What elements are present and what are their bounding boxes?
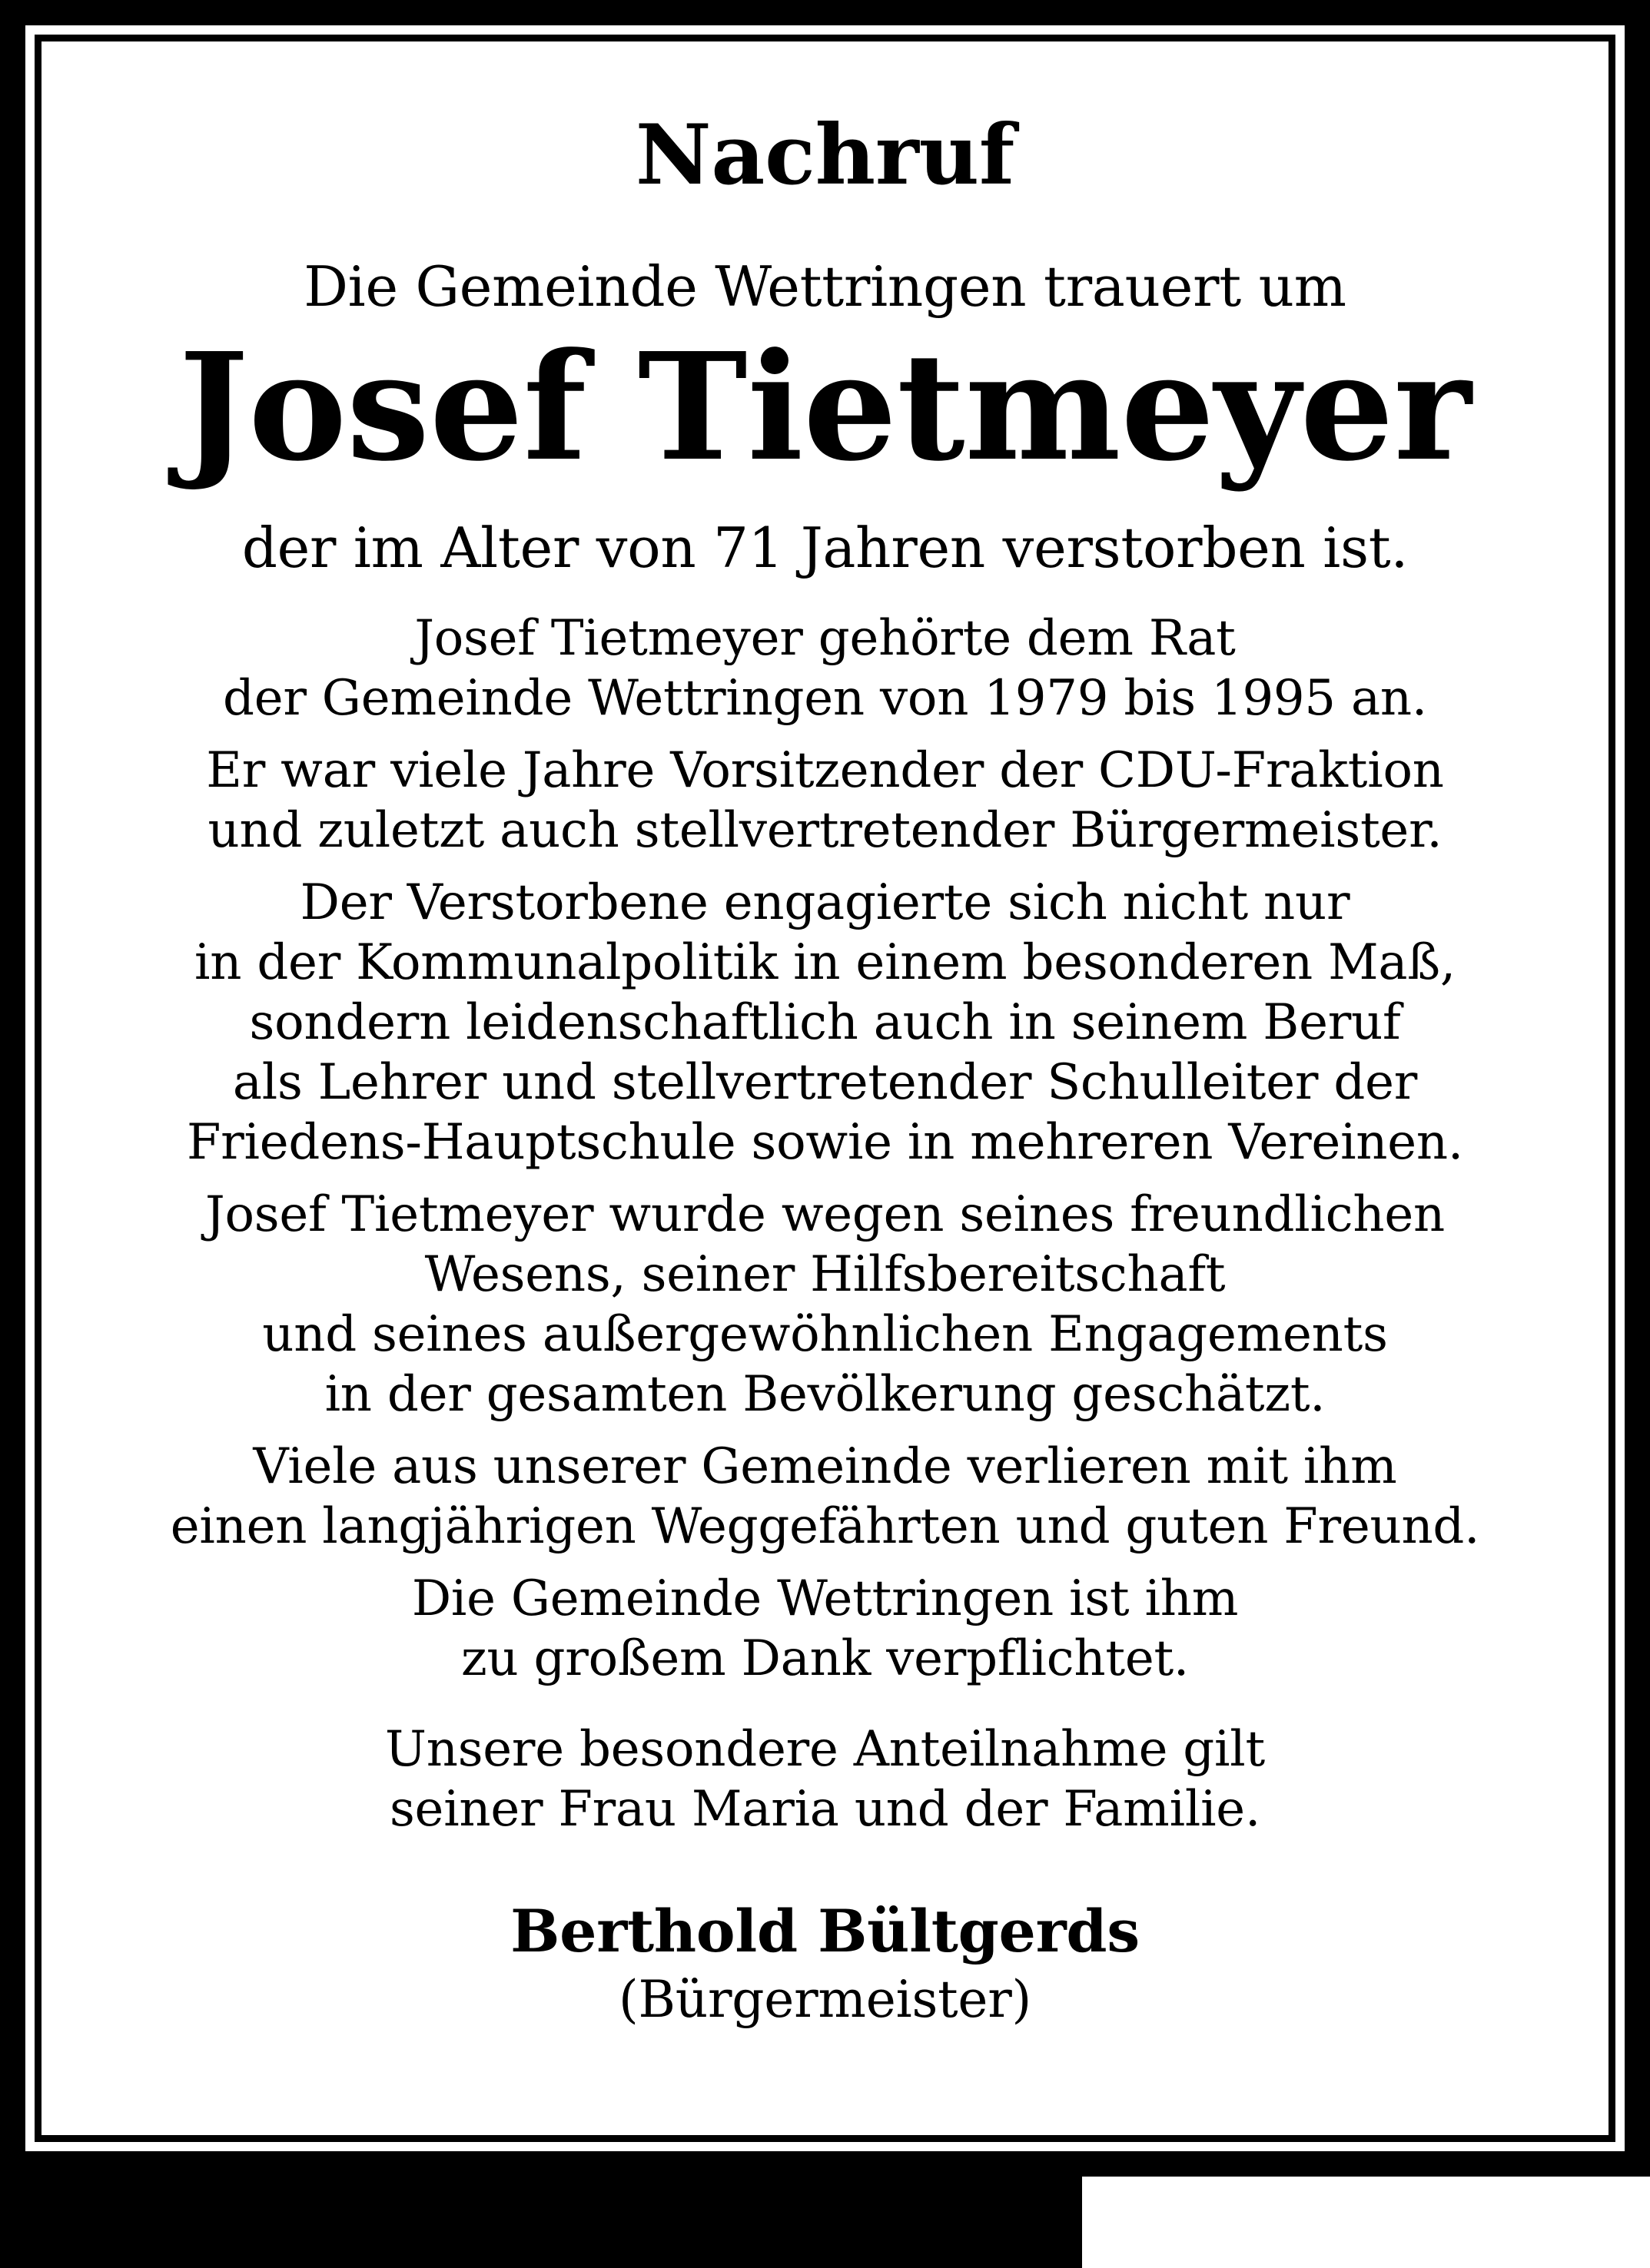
paragraph-line: der Gemeinde Wettringen von 1979 bis 1995 an. xyxy=(222,670,1427,728)
paragraph-line: Josef Tietmeyer gehörte dem Rat xyxy=(414,610,1236,668)
obituary-card xyxy=(25,25,1625,2151)
paragraph-line: in der gesamten Bevölkerung geschätzt. xyxy=(324,1366,1326,1424)
paragraph-line: seiner Frau Maria und der Familie. xyxy=(389,1781,1261,1839)
bottom-right-paper-area xyxy=(1082,2177,1650,2268)
paragraph-line: Er war viele Jahre Vorsitzender der CDU-Fraktion xyxy=(206,742,1444,800)
paragraph-character xyxy=(41,1185,1609,1424)
paragraph-loss xyxy=(41,1437,1609,1557)
paragraph-line: Unsere besondere Anteilnahme gilt xyxy=(385,1721,1265,1779)
obituary-content xyxy=(41,41,1609,2135)
paragraph-council xyxy=(41,608,1609,728)
paragraph-line: und zuletzt auch stellvertretender Bürgermeister. xyxy=(207,802,1443,860)
notice-title: Nachruf xyxy=(635,107,1015,204)
obituary-body xyxy=(41,608,1609,1839)
deceased-name: Josef Tietmeyer xyxy=(178,320,1472,494)
paragraph-line: und seines außergewöhnlichen Engagements xyxy=(262,1306,1388,1364)
paragraph-thanks xyxy=(41,1569,1609,1689)
paragraph-engagement xyxy=(41,873,1609,1172)
paragraph-line: in der Kommunalpolitik in einem besonderen Maß, xyxy=(194,934,1456,992)
paragraph-line: Viele aus unserer Gemeinde verlieren mit ihm xyxy=(253,1438,1397,1496)
age-line: der im Alter von 71 Jahren verstorben ist. xyxy=(241,515,1409,580)
paragraph-line: Die Gemeinde Wettringen ist ihm xyxy=(411,1570,1239,1628)
paragraph-line: zu großem Dank verpflichtet. xyxy=(460,1630,1190,1688)
paragraph-condolence xyxy=(41,1719,1609,1839)
paragraph-line: Der Verstorbene engagierte sich nicht nur xyxy=(300,874,1350,932)
intro-line: Die Gemeinde Wettringen trauert um xyxy=(304,254,1346,320)
paragraph-line: Josef Tietmeyer wurde wegen seines freundlichen xyxy=(205,1186,1445,1244)
signature-name: Berthold Bültgerds xyxy=(510,1897,1140,1966)
paragraph-line: als Lehrer und stellvertretender Schulleiter der xyxy=(232,1054,1418,1112)
paragraph-line: Wesens, seiner Hilfsbereitschaft xyxy=(424,1246,1226,1304)
paragraph-cdu xyxy=(41,741,1609,860)
mourning-border-frame xyxy=(35,35,1615,2142)
signature-role: (Bürgermeister) xyxy=(618,1969,1032,2029)
paragraph-line: Friedens-Hauptschule sowie in mehreren Vereinen. xyxy=(186,1114,1463,1172)
paragraph-line: einen langjährigen Weggefährten und guten Freund. xyxy=(170,1498,1480,1556)
paragraph-line: sondern leidenschaftlich auch in seinem Beruf xyxy=(249,994,1401,1052)
